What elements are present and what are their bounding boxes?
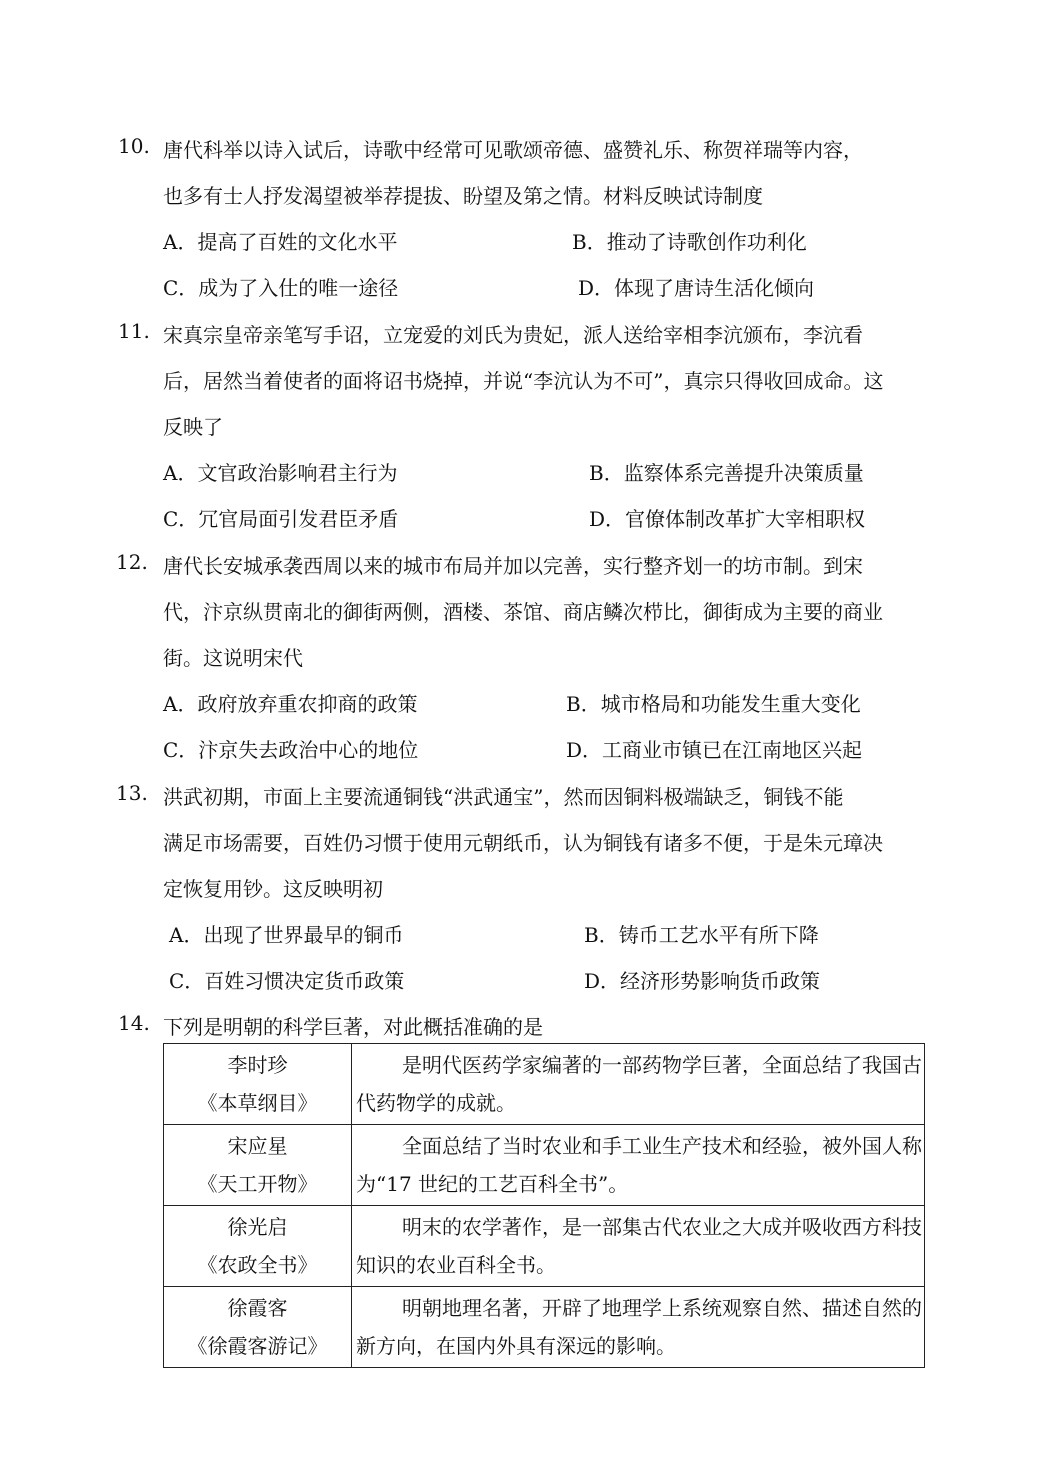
option-a: A．文官政治影响君主行为 <box>163 461 398 485</box>
description-cell <box>352 1044 925 1125</box>
book-title: 《本草纲目》 <box>197 1091 318 1115</box>
author-name: 李时珍 <box>227 1053 288 1077</box>
option-c: C．冗官局面引发君臣矛盾 <box>163 507 399 531</box>
author-name: 宋应星 <box>227 1134 288 1158</box>
work-description: 是明代医药学家编著的一部药物学巨著，全面总结了我国古代药物学的成就。 <box>356 1053 922 1115</box>
question-number: 13. <box>116 781 148 805</box>
question-number: 14. <box>118 1011 150 1035</box>
question-text-line: 洪武初期，市面上主要流通铜钱“洪武通宝”，然而因铜料极端缺乏，铜钱不能 <box>163 785 844 809</box>
question-text-line: 代，汴京纵贯南北的御街两侧，酒楼、茶馆、商店鳞次栉比，御街成为主要的商业 <box>163 600 883 624</box>
work-description: 明末的农学著作，是一部集古代农业之大成并吸收西方科技知识的农业百科全书。 <box>356 1215 922 1277</box>
description-cell <box>352 1125 925 1206</box>
question-number: 11. <box>118 319 150 343</box>
question-text-line: 唐代科举以诗入试后，诗歌中经常可见歌颂帝德、盛赞礼乐、称贺祥瑞等内容， <box>163 138 863 162</box>
option-d: D．经济形势影响货币政策 <box>584 969 821 993</box>
option-c: C．汴京失去政治中心的地位 <box>163 738 419 762</box>
table-row <box>164 1287 925 1368</box>
option-c: C．百姓习惯决定货币政策 <box>169 969 405 993</box>
question-text-line: 宋真宗皇帝亲笔写手诏，立宠爱的刘氏为贵妃，派人送给宰相李沆颁布，李沆看 <box>163 323 863 347</box>
book-title: 《天工开物》 <box>197 1172 318 1196</box>
work-description: 明朝地理名著，开辟了地理学上系统观察自然、描述自然的新方向，在国内外具有深远的影响。 <box>356 1296 922 1358</box>
work-cell <box>164 1044 352 1125</box>
author-name: 徐光启 <box>227 1215 288 1239</box>
option-d: D．工商业市镇已在江南地区兴起 <box>566 738 863 762</box>
book-title: 《徐霞客游记》 <box>187 1334 328 1358</box>
table-row <box>164 1206 925 1287</box>
question-text-line: 街。这说明宋代 <box>163 646 303 670</box>
option-d: D．官僚体制改革扩大宰相职权 <box>589 507 866 531</box>
question-number: 10. <box>118 134 150 158</box>
option-a: A．政府放弃重农抑商的政策 <box>163 692 418 716</box>
description-cell <box>352 1287 925 1368</box>
question-text-line: 反映了 <box>163 415 223 439</box>
author-name: 徐霞客 <box>227 1296 288 1320</box>
question-text-line: 满足市场需要，百姓仍习惯于使用元朝纸币，认为铜钱有诸多不便，于是朱元璋决 <box>163 831 883 855</box>
option-c: C．成为了入仕的唯一途径 <box>163 276 399 300</box>
work-description: 全面总结了当时农业和手工业生产技术和经验，被外国人称为“17 世纪的工艺百科全书”。 <box>356 1134 922 1196</box>
description-cell <box>352 1206 925 1287</box>
question-text-line: 唐代长安城承袭西周以来的城市布局并加以完善，实行整齐划一的坊市制。到宋 <box>163 554 863 578</box>
option-b: B．城市格局和功能发生重大变化 <box>566 692 861 716</box>
book-title: 《农政全书》 <box>197 1253 318 1277</box>
work-cell <box>164 1125 352 1206</box>
work-cell <box>164 1206 352 1287</box>
question-text-line: 后，居然当着使者的面将诏书烧掉，并说“李沆认为不可”，真宗只得收回成命。这 <box>163 369 884 393</box>
option-a: A．提高了百姓的文化水平 <box>163 230 398 254</box>
option-d: D．体现了唐诗生活化倾向 <box>578 276 815 300</box>
option-b: B．推动了诗歌创作功利化 <box>572 230 807 254</box>
option-b: B．铸币工艺水平有所下降 <box>584 923 819 947</box>
table-row <box>164 1125 925 1206</box>
option-b: B．监察体系完善提升决策质量 <box>589 461 864 485</box>
work-cell <box>164 1287 352 1368</box>
table-row <box>164 1044 925 1125</box>
option-a: A．出现了世界最早的铜币 <box>169 923 404 947</box>
science-works-table <box>163 1043 925 1368</box>
question-text-line: 下列是明朝的科学巨著，对此概括准确的是 <box>163 1015 543 1039</box>
question-text-line: 也多有士人抒发渴望被举荐提拔、盼望及第之情。材料反映试诗制度 <box>163 184 763 208</box>
question-text-line: 定恢复用钞。这反映明初 <box>163 877 383 901</box>
question-number: 12. <box>116 550 148 574</box>
